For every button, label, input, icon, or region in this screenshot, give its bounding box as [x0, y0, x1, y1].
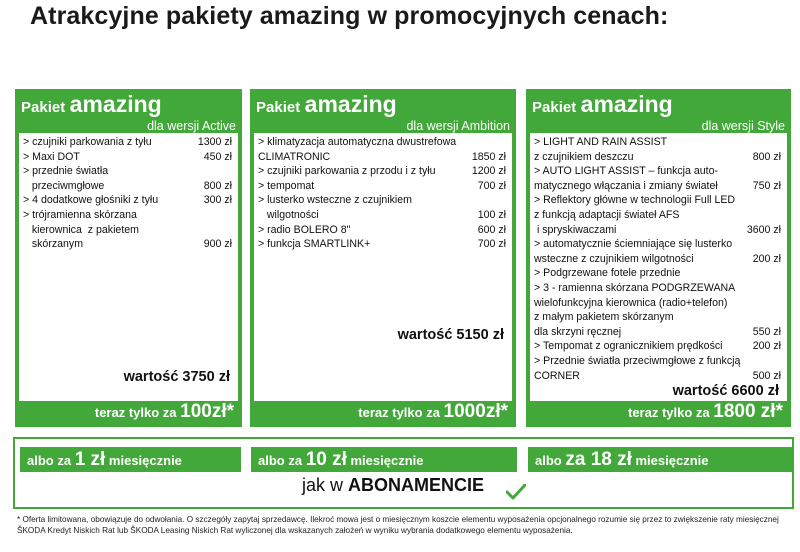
line-label: > automatycznie ściemniające się lusterko: [534, 238, 733, 251]
line-price: [775, 135, 781, 150]
package-price: [250, 401, 516, 427]
line-price: 450 zł: [203, 150, 232, 163]
line-price: 1300 zł: [197, 136, 232, 148]
line-price: 700 zł: [477, 238, 506, 251]
monthly-price-box: [251, 447, 517, 472]
line-label: > Reflektory główne w technologii Full LED: [534, 194, 736, 207]
package-line: [23, 135, 232, 150]
package-header: [532, 91, 785, 133]
package-line: [258, 237, 506, 252]
price-prefix: teraz tylko za: [94, 405, 181, 420]
package-brand: amazing: [304, 91, 397, 117]
package-price: [15, 401, 242, 427]
package-line: [534, 354, 781, 369]
line-price: 900 zł: [203, 238, 232, 251]
package-body: [19, 133, 238, 401]
package-line: [534, 164, 781, 179]
monthly-post: miesięcznie: [105, 453, 182, 468]
package-line: [534, 369, 781, 384]
line-label: i spryskiwaczami: [534, 223, 617, 236]
line-label: matycznego włączania i zmiany świateł: [534, 179, 718, 192]
footnote: * Oferta limitowana, obowiązuje do odwołania. O szczegóły zapytaj sprzedawcę. Ilekroć mowa jest o miesięcznym koszcie elementu wyposażenia opcjonalnego rozumie się przez to zwiększenie raty miesięcznej ŠKODA Kredyt Niskich Rat lub ŠKODA Leasing Niskich Rat wyliczonej dla wskazanych założeń w wyniku wybrania dodatkowego elementu wyposażenia.: [17, 515, 779, 535]
price-value: 1800 zł*: [713, 401, 783, 422]
line-price: [226, 164, 232, 179]
package-line: [258, 179, 506, 194]
line-label: wsteczne z czujnikiem wilgotności: [534, 252, 694, 265]
line-price: 100 zł: [477, 208, 506, 221]
package-line: [534, 208, 781, 223]
package-version: dla wersji Style: [701, 119, 785, 133]
line-price: [775, 237, 781, 252]
line-label: > 4 dodatkowe głośniki z tyłu: [23, 194, 159, 207]
line-label: CLIMATRONIC: [258, 150, 331, 163]
line-price: 300 zł: [203, 194, 232, 207]
package-price: [526, 401, 791, 427]
package-card-style: [526, 89, 791, 427]
line-label: > Tempomat z ogranicznikiem prędkości: [534, 340, 723, 353]
package-line: [534, 310, 781, 325]
subscription-label: [302, 475, 484, 496]
line-label: z małym pakietem skórzanym: [534, 311, 674, 324]
line-label: > radio BOLERO 8": [258, 223, 351, 236]
package-body: [530, 133, 787, 401]
package-line: [23, 164, 232, 179]
line-price: [500, 135, 506, 150]
monthly-pre: albo: [535, 453, 566, 468]
line-label: CORNER: [534, 369, 580, 382]
line-label: > Przednie światła przeciwmgłowe z funkcją: [534, 354, 741, 367]
package-line: [23, 237, 232, 252]
line-price: 200 zł: [752, 252, 781, 265]
package-line: [23, 193, 232, 208]
line-price: [226, 223, 232, 238]
line-label: > AUTO LIGHT ASSIST – funkcja auto-: [534, 165, 719, 178]
line-label: z funkcją adaptacji świateł AFS: [534, 208, 680, 221]
package-line: [23, 179, 232, 194]
package-line: [534, 237, 781, 252]
checkmark-icon: [506, 484, 526, 500]
subscription-box: [13, 437, 794, 509]
subscription-pre: jak w: [302, 475, 349, 495]
price-prefix: teraz tylko za: [358, 405, 444, 420]
line-label: z czujnikiem deszczu: [534, 150, 634, 163]
line-price: 200 zł: [752, 340, 781, 353]
package-body: [254, 133, 512, 401]
package-line: [534, 150, 781, 165]
package-line: [534, 325, 781, 340]
line-label: > przednie światła: [23, 165, 109, 178]
package-line: [23, 223, 232, 238]
package-prefix: Pakiet: [21, 99, 66, 116]
line-price: [775, 281, 781, 296]
line-label: > lusterko wsteczne z czujnikiem: [258, 194, 412, 207]
line-label: dla skrzyni ręcznej: [534, 325, 622, 338]
price-value: 1000zł*: [443, 401, 508, 422]
package-header: [21, 91, 236, 133]
monthly-pre: albo za: [27, 453, 75, 468]
line-label: > tempomat: [258, 179, 315, 192]
package-line: [23, 150, 232, 165]
line-price: [226, 208, 232, 223]
line-label: wilgotności: [258, 208, 319, 221]
price-value: 100zł*: [180, 401, 234, 422]
package-line: [534, 296, 781, 311]
package-brand: amazing: [580, 91, 673, 117]
package-brand: amazing: [69, 91, 162, 117]
line-price: [775, 164, 781, 179]
line-price: 550 zł: [752, 325, 781, 338]
line-label: kierownica z pakietem: [23, 223, 139, 236]
line-label: > czujniki parkowania z tyłu: [23, 136, 152, 148]
line-price: [775, 193, 781, 208]
package-line: [258, 150, 506, 165]
package-line: [258, 193, 506, 208]
package-line: [258, 223, 506, 238]
package-version: dla wersji Active: [147, 119, 236, 133]
line-price: [775, 310, 781, 325]
monthly-post: miesięcznie: [631, 453, 709, 468]
line-price: 700 zł: [477, 179, 506, 192]
line-price: 800 zł: [203, 179, 232, 192]
monthly-amount: za 18 zł: [565, 449, 632, 470]
line-price: 3600 zł: [746, 223, 781, 236]
package-line: [534, 252, 781, 267]
package-lines: [258, 135, 506, 252]
line-price: 1850 zł: [471, 150, 506, 163]
package-line: [258, 135, 506, 150]
monthly-price-box: [528, 447, 792, 472]
package-line: [534, 339, 781, 354]
monthly-amount: 1 zł: [74, 449, 106, 470]
line-price: 500 zł: [752, 369, 781, 382]
package-line: [258, 208, 506, 223]
line-label: skórzanym: [23, 238, 84, 251]
line-label: > Podgrzewane fotele przednie: [534, 267, 681, 280]
package-prefix: Pakiet: [532, 99, 577, 116]
package-lines: [23, 135, 232, 252]
line-label: > 3 - ramienna skórzana PODGRZEWANA: [534, 281, 736, 294]
line-label: przeciwmgłowe: [23, 179, 105, 192]
package-line: [534, 193, 781, 208]
monthly-amount: 10 zł: [305, 449, 347, 470]
package-line: [258, 164, 506, 179]
package-total: wartość 6600 zł: [672, 383, 779, 399]
line-price: 600 zł: [477, 223, 506, 236]
line-label: > czujniki parkowania z przodu i z tyłu: [258, 165, 436, 178]
package-line: [534, 135, 781, 150]
line-label: > trójramienna skórzana: [23, 208, 137, 221]
page-title: Atrakcyjne pakiety amazing w promocyjnych cenach:: [30, 2, 669, 30]
package-header: [256, 91, 510, 133]
package-line: [534, 281, 781, 296]
line-label: > klimatyzacja automatyczna dwustrefowa: [258, 136, 457, 148]
package-line: [534, 179, 781, 194]
line-price: [775, 296, 781, 311]
package-total: wartość 5150 zł: [397, 327, 504, 343]
package-prefix: Pakiet: [256, 99, 301, 116]
package-card-ambition: [250, 89, 516, 427]
monthly-pre: albo za: [258, 453, 306, 468]
package-total: wartość 3750 zł: [123, 369, 230, 385]
line-price: [775, 266, 781, 281]
line-price: 800 zł: [752, 150, 781, 163]
line-price: [775, 354, 781, 369]
package-lines: [534, 135, 781, 383]
monthly-post: miesięcznie: [346, 453, 424, 468]
line-label: wielofunkcyjna kierownica (radio+telefon): [534, 296, 728, 309]
price-prefix: teraz tylko za: [628, 405, 714, 420]
package-card-active: [15, 89, 242, 427]
line-price: [500, 193, 506, 208]
line-price: 750 zł: [752, 179, 781, 192]
line-price: 1200 zł: [471, 165, 506, 178]
line-label: > LIGHT AND RAIN ASSIST: [534, 136, 668, 148]
line-price: [775, 208, 781, 223]
package-line: [534, 266, 781, 281]
package-line: [534, 223, 781, 238]
line-label: > funkcja SMARTLINK+: [258, 238, 371, 251]
package-line: [23, 208, 232, 223]
package-version: dla wersji Ambition: [406, 119, 510, 133]
subscription-strong: ABONAMENCIE: [348, 475, 485, 495]
monthly-price-box: [20, 447, 241, 472]
line-label: > Maxi DOT: [23, 150, 80, 163]
